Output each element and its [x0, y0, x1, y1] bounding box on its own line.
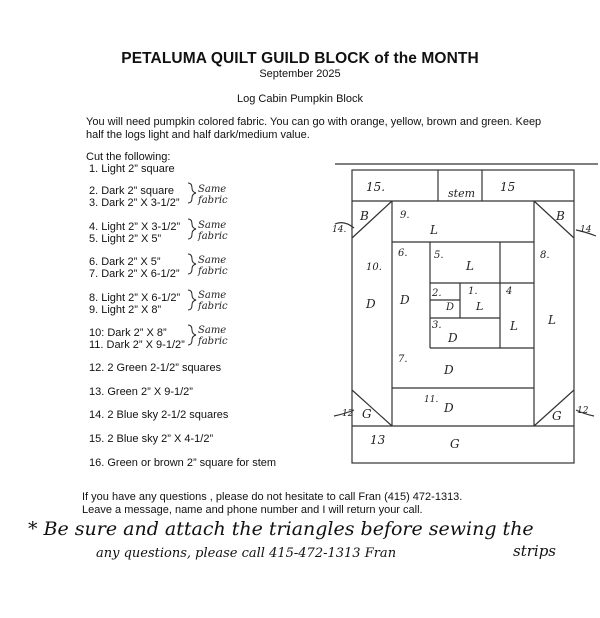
piece-label: 15.: [366, 180, 386, 194]
piece-label: D: [444, 363, 454, 377]
cut-item: 14. 2 Blue sky 2-1/2 squares: [89, 409, 229, 421]
brace-icon: [188, 219, 196, 239]
piece-label: 13: [370, 433, 386, 447]
piece-label: D: [444, 401, 454, 415]
piece-label: G: [450, 437, 460, 451]
cut-item: 4. Light 2” X 3-1/2”: [89, 221, 181, 233]
cut-item: 10: Dark 2” X 8”: [89, 327, 167, 339]
piece-label: 12: [577, 406, 589, 416]
cut-list-heading: Cut the following:: [86, 151, 171, 163]
triangle-edge: [534, 201, 574, 238]
triangle-edge: [352, 201, 392, 238]
brace-icon: [188, 325, 196, 345]
brace-icon: [188, 254, 196, 274]
piece-label: L: [466, 259, 474, 273]
piece-label: L: [476, 300, 484, 313]
piece-label: D: [366, 297, 376, 311]
triangle-edge: [352, 390, 392, 426]
same-fabric-note: Same fabric: [198, 325, 228, 347]
brace-icon: [188, 183, 196, 203]
contact-line: If you have any questions , please do not hesitate to call Fran (415) 472-1313.: [82, 491, 463, 503]
piece-label: 15: [500, 180, 516, 194]
piece-label: 6.: [398, 248, 408, 259]
contact-line: Leave a message, name and phone number and I will return your call.: [82, 504, 423, 516]
piece-label: 4: [506, 286, 513, 297]
intro-text: You will need pumpkin colored fabric. You can go with orange, yellow, brown and green. Keep half the logs light and half dark/medium value.: [86, 116, 542, 141]
piece-label: stem: [448, 187, 476, 200]
piece-label: 7.: [398, 354, 408, 365]
piece-label: 1.: [468, 286, 478, 297]
piece-label: 10.: [366, 262, 382, 273]
piece-label: D: [400, 293, 410, 307]
cut-item: 3. Dark 2” X 3-1/2”: [89, 197, 180, 209]
piece-label: L: [430, 223, 438, 237]
brace-icon: [188, 290, 196, 310]
piece-label: 12: [342, 409, 354, 419]
cut-item: 13. Green 2” X 9-1/2”: [89, 386, 193, 398]
piece-label: B: [360, 209, 369, 223]
cut-item: 9. Light 2” X 8”: [89, 304, 162, 316]
cut-item: 7. Dark 2” X 6-1/2”: [89, 268, 180, 280]
handwritten-note: * Be sure and attach the triangles before sewing the: [28, 518, 534, 540]
cut-item: 8. Light 2” X 6-1/2”: [89, 292, 181, 304]
same-fabric-note: Same fabric: [198, 290, 228, 312]
piece-label: 9.: [400, 210, 410, 221]
cut-item: 12. 2 Green 2-1/2” squares: [89, 362, 222, 374]
date: September 2025: [259, 68, 341, 80]
cut-item: 16. Green or brown 2” square for stem: [89, 457, 277, 469]
piece-label: L: [548, 313, 556, 327]
piece-label: G: [552, 409, 562, 423]
piece-label: D: [446, 302, 455, 313]
piece-label: 14: [580, 225, 592, 235]
cut-item: 6. Dark 2” X 5”: [89, 256, 161, 268]
cut-item: 1. Light 2” square: [89, 163, 175, 175]
same-fabric-note: Same fabric: [198, 220, 228, 242]
piece-label: 3.: [432, 320, 442, 331]
piece-label: L: [510, 319, 518, 333]
block-diagram: [330, 158, 600, 470]
piece-label: 14.: [332, 225, 347, 235]
cut-item: 2. Dark 2” square: [89, 185, 174, 197]
brace-group: [186, 181, 198, 347]
cut-item: 5. Light 2” X 5”: [89, 233, 162, 245]
block-outline: [352, 170, 574, 463]
piece-label: 2.: [432, 288, 442, 299]
block-name: Log Cabin Pumpkin Block: [237, 93, 363, 105]
cut-item: 11. Dark 2” X 9-1/2”: [89, 339, 185, 351]
cut-item: 15. 2 Blue sky 2” X 4-1/2”: [89, 433, 214, 445]
piece-label: G: [362, 407, 372, 421]
handwritten-note: strips: [513, 542, 556, 560]
piece-label: B: [556, 209, 565, 223]
piece-label: 11.: [424, 395, 439, 405]
handwritten-note: any questions, please call 415-472-1313 Fran: [96, 546, 397, 561]
page-title: PETALUMA QUILT GUILD BLOCK of the MONTH: [121, 50, 479, 67]
contact-block: [82, 491, 462, 517]
piece-label: D: [448, 331, 458, 345]
same-fabric-note: Same fabric: [198, 255, 228, 277]
piece-label: 8.: [540, 250, 550, 261]
same-fabric-note: Same fabric: [198, 184, 228, 206]
piece-label: 5.: [434, 250, 444, 261]
